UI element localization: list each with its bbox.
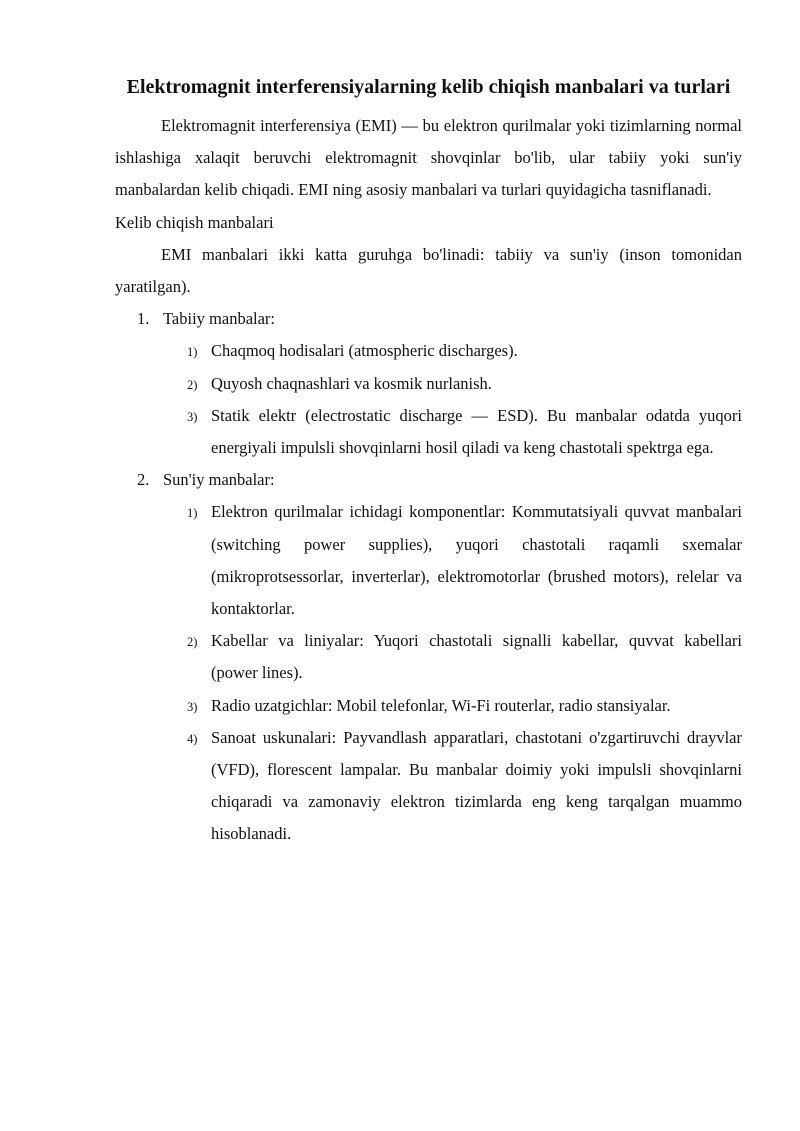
group-label: Sun'iy manbalar:: [163, 470, 275, 490]
section-intro-paragraph: EMI manbalari ikki katta guruhga bo'linadi: tabiiy va sun'iy (inson tomonidan yaratilgan).: [115, 244, 742, 297]
item-number: 1): [187, 345, 198, 360]
list-item: [115, 335, 742, 367]
item-number: 2): [187, 377, 198, 392]
list-item: [115, 496, 742, 625]
item-text: Sanoat uskunalari: Payvandlash apparatlari, chastotani o'zgartiruvchi drayvlar (VFD), florescent lampalar. Bu manbalar doimiy yoki impulsli shovqinlarni chiqaradi va zamonaviy elektron tizimlarda eng keng tarqalgan muammo hisoblanadi.: [211, 727, 742, 844]
item-number: 1): [187, 506, 198, 521]
source-group-natural: [115, 303, 742, 335]
group-number: 2.: [137, 470, 150, 490]
item-number: 3): [187, 409, 198, 424]
group-label: Tabiiy manbalar:: [163, 309, 276, 329]
list-item: [115, 722, 742, 851]
item-text: Chaqmoq hodisalari (atmospheric discharges).: [211, 341, 518, 361]
item-number: 3): [187, 699, 198, 714]
item-text: Kabellar va liniyalar: Yuqori chastotali signalli kabellar, quvvat kabellari (power lines).: [211, 631, 742, 683]
intro-paragraph: Elektromagnit interferensiya (EMI) — bu elektron qurilmalar yoki tizimlarning normal ishlashiga xalaqit beruvchi elektromagnit shovqinlar bo'lib, ular tabiiy yoki sun'iy manbalardan kelib chiqadi. EMI ning asosiy manbalari va turlari quyidagicha tasniflanadi.: [115, 116, 742, 200]
list-item: [115, 690, 742, 722]
item-number: 4): [187, 731, 198, 746]
source-groups-list: [115, 303, 742, 335]
item-text: Statik elektr (electrostatic discharge — ESD). Bu manbalar odatda yuqori energiyali impulsli shovqinlarni hosil qiladi va keng chastotali spektrga ega.: [211, 405, 742, 458]
group-number: 1.: [137, 309, 150, 329]
list-item: [115, 400, 742, 464]
artificial-sources-list: [115, 496, 742, 850]
document-title: Elektromagnit interferensiyalarning kelib chiqish manbalari va turlari: [126, 76, 731, 98]
item-text: Quyosh chaqnashlari va kosmik nurlanish.: [211, 373, 492, 393]
source-group-artificial: [115, 464, 742, 496]
item-text: Radio uzatgichlar: Mobil telefonlar, Wi-Fi routerlar, radio stansiyalar.: [211, 695, 671, 715]
list-item: [115, 625, 742, 689]
section-heading: Kelib chiqish manbalari: [115, 212, 274, 232]
natural-sources-list: [115, 335, 742, 464]
item-text: Elektron qurilmalar ichidagi komponentlar: Kommutatsiyali quvvat manbalari (switching power supplies), yuqori chastotali raqamli sxemalar (mikroprotsessorlar, inverterlar), elektromotorlar (brushed motors), relelar va kontaktorlar.: [211, 502, 742, 619]
source-groups-list-2: [115, 464, 742, 496]
document-page: [115, 71, 742, 851]
list-item: [115, 368, 742, 400]
item-number: 2): [187, 635, 198, 650]
